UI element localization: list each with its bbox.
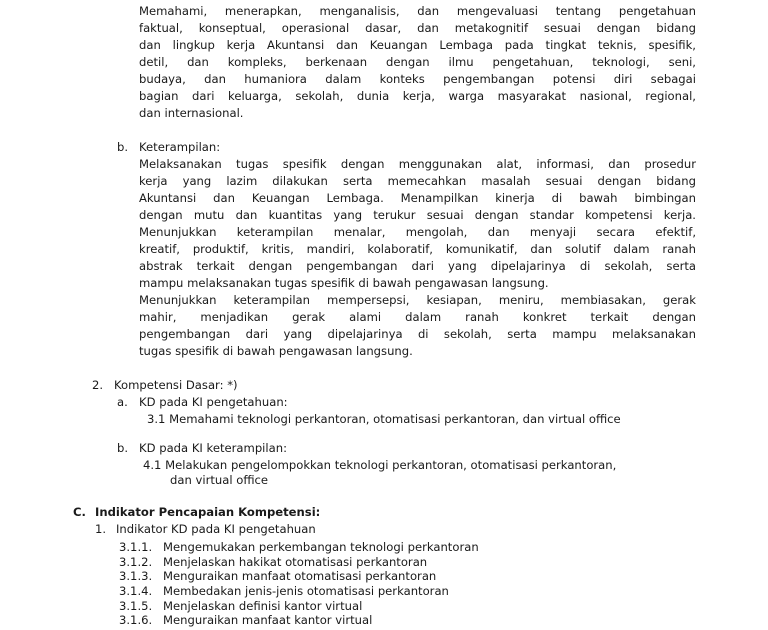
indikator-item-text: Menjelaskan definisi kantor virtual [163,599,363,613]
indikator-item-num: 3.1.4. [119,584,153,598]
indikator-item-text: Membedakan jenis-jenis otomatisasi perkantoran [163,584,449,598]
intro-line: detil, dan kompleks, berkenaan dengan ilmu pengetahuan, teknologi, seni, [139,55,696,69]
kompetensi-dasar-heading: Kompetensi Dasar: *) [114,378,238,392]
kd-keterampilan-marker: b. [117,441,129,455]
intro-line: bagian dari keluarga, sekolah, dunia kerja, warga masyarakat nasional, regional, [139,89,696,103]
keterampilan-line: Akuntansi dan Keuangan Lembaga. Menampilkan kinerja di bawah bimbingan [139,191,696,205]
keterampilan-line: mahir, menjadikan gerak alami dalam ranah konkret terkait dengan [139,310,696,324]
indikator-item-num: 3.1.2. [119,555,153,569]
kd-pengetahuan-label: KD pada KI pengetahuan: [139,395,288,409]
keterampilan-line: Melaksanakan tugas spesifik dengan menggunakan alat, informasi, dan prosedur [139,157,696,171]
kd-pengetahuan-marker: a. [117,395,128,409]
indikator-item-num: 3.1.6. [119,613,153,627]
indikator-item-num: 3.1.3. [119,569,153,583]
indikator-item-num: 3.1.1. [119,540,153,554]
keterampilan-heading: Keterampilan: [139,140,221,154]
indikator-item-text: Menjelaskan hakikat otomatisasi perkantoran [163,555,428,569]
keterampilan-line: kreatif, produktif, kritis, mandiri, kolaboratif, komunikatif, dan solutif dalam ranah [139,242,696,256]
keterampilan-marker: b. [117,140,129,154]
intro-line: dan lingkup kerja Akuntansi dan Keuangan Lembaga pada tingkat teknis, spesifik, [139,38,696,52]
indikator-item-text: Menguraikan manfaat otomatisasi perkantoran [163,569,437,583]
indikator-marker: C. [73,505,86,519]
keterampilan-line: mampu melaksanakan tugas spesifik di bawah pengawasan langsung. [139,276,549,290]
intro-line: Memahami, menerapkan, menganalisis, dan mengevaluasi tentang pengetahuan [139,4,696,18]
kd-pengetahuan-item: 3.1 Memahami teknologi perkantoran, otomatisasi perkantoran, dan virtual office [147,412,621,426]
keterampilan-line: abstrak terkait dengan pengembangan dari yang dipelajarinya di sekolah, serta [139,259,696,273]
keterampilan-line: pengembangan dari yang dipelajarinya di sekolah, serta mampu melaksanakan [139,327,696,341]
kd-keterampilan-item-cont: dan virtual office [170,473,269,487]
indikator-sub-marker: 1. [95,522,107,536]
keterampilan-line: dengan mutu dan kuantitas yang terukur sesuai dengan standar kompetensi kerja. [139,208,696,222]
indikator-item-text: Menguraikan manfaat kantor virtual [163,613,373,627]
intro-line: dan internasional. [139,106,244,120]
keterampilan-line: kerja yang lazim dilakukan serta memecahkan masalah sesuai dengan bidang [139,174,696,188]
kompetensi-dasar-marker: 2. [92,378,104,392]
intro-line: faktual, konseptual, operasional dasar, dan metakognitif sesuai dengan bidang [139,21,696,35]
keterampilan-line: Menunjukkan keterampilan menalar, mengolah, dan menyaji secara efektif, [139,225,696,239]
indikator-item-num: 3.1.5. [119,599,153,613]
indikator-item-text: Mengemukakan perkembangan teknologi perkantoran [163,540,479,554]
indikator-sub-heading: Indikator KD pada KI pengetahuan [116,522,316,536]
keterampilan-line: tugas spesifik di bawah pengawasan langsung. [139,344,413,358]
indikator-heading: Indikator Pencapaian Kompetensi: [95,505,321,519]
kd-keterampilan-label: KD pada KI keterampilan: [139,441,287,455]
kd-keterampilan-item: 4.1 Melakukan pengelompokkan teknologi perkantoran, otomatisasi perkantoran, [143,458,617,472]
keterampilan-line: Menunjukkan keterampilan mempersepsi, kesiapan, meniru, membiasakan, gerak [139,293,696,307]
intro-line: budaya, dan humaniora dalam konteks pengembangan potensi diri sebagai [139,72,696,86]
